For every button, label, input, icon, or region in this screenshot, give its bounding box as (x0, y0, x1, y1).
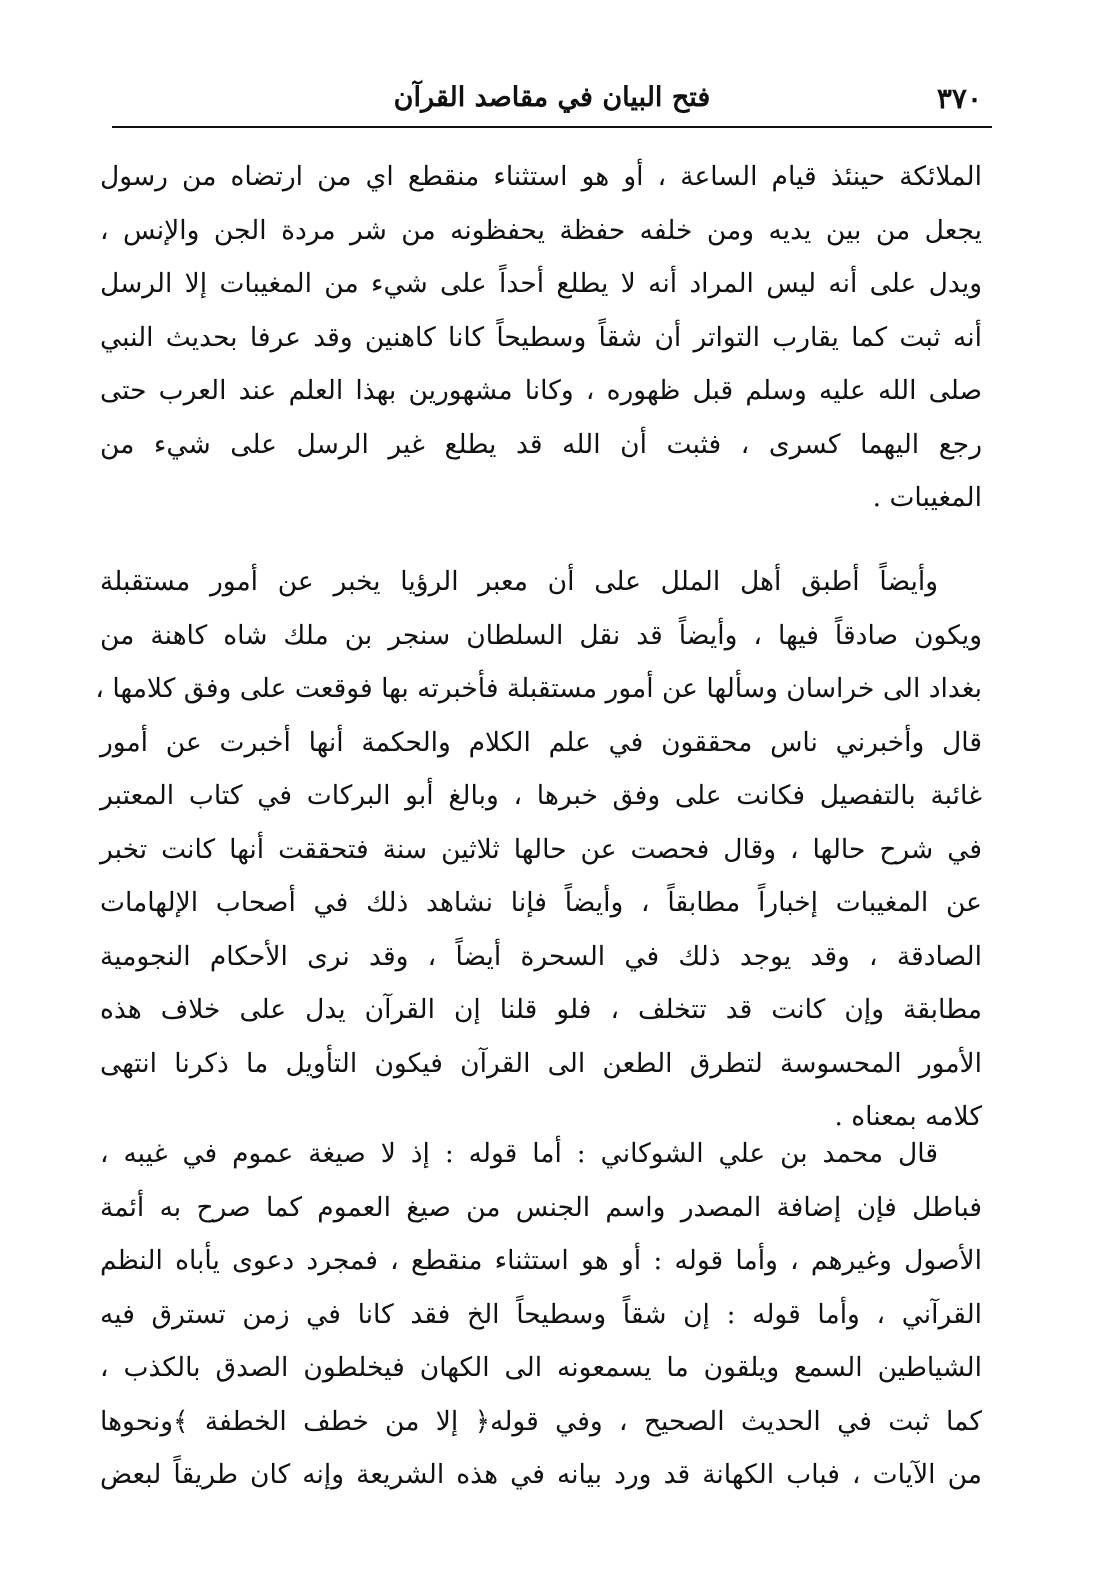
text-line: القرآني ، وأما قوله : إن شقاً وسطيحاً الخ فقد كانا في زمن تسترق فيه (100, 1298, 982, 1330)
paragraph-1 (100, 150, 982, 525)
text-line: مطابقة وإن كانت قد تتخلف ، فلو قلنا إن القرآن يدل على خلاف هذه (100, 994, 982, 1025)
text-line: الشياطين السمع ويلقون ما يسمعونه الى الكهان فيخلطون الصدق بالكذب ، (100, 1352, 982, 1383)
text-line: غائبة بالتفصيل فكانت على وفق خبرها ، وبالغ أبو البركات في كتاب المعتبر (100, 780, 982, 811)
running-title: فتح البيان في مقاصد القرآن (393, 82, 711, 113)
text-line: الأمور المحسوسة لتطرق الطعن الى القرآن فيكون التأويل ما ذكرنا انتهى (100, 1047, 982, 1079)
paragraph-2 (95, 555, 982, 1144)
header-rule (112, 126, 992, 128)
text-line: رجع اليهما كسرى ، فثبت أن الله قد يطلع غير الرسل على شيء من (100, 428, 982, 460)
text-line: من الآيات ، فباب الكهانة قد ورد بيانه في هذه الشريعة وإنه كان طريقاً لبعض (100, 1459, 982, 1490)
text-line: كما ثبت في الحديث الصحيح ، وفي قوله﴿ إلا من خطف الخطفة ﴾ونحوها (100, 1405, 982, 1437)
text-line: الصادقة ، وقد يوجد ذلك في السحرة أيضاً ، وقد نرى الأحكام النجومية (100, 940, 982, 972)
text-line: أنه ثبت كما يقارب التواتر أن شقاً وسطيحاً كانا كاهنين وقد عرفا بحديث النبي (100, 321, 982, 353)
text-line: الملائكة حينئذ قيام الساعة ، أو هو استثناء منقطع اي من ارتضاه من رسول (100, 161, 982, 192)
text-line: صلى الله عليه وسلم قبل ظهوره ، وكانا مشهورين بهذا العلم عند العرب حتى (100, 375, 982, 406)
text-line: فباطل فإن إضافة المصدر واسم الجنس من صيغ العموم كما صرح به أئمة (100, 1191, 982, 1223)
text-line: ويكون صادقاً فيها ، وأيضاً قد نقل السلطان سنجر بن ملك شاه كاهنة من (100, 619, 982, 651)
paragraph-3 (100, 1127, 982, 1502)
text-line: وأيضاً أطبق أهل الملل على أن معبر الرؤيا يخبر عن أمور مستقبلة (100, 566, 938, 597)
text-line: بغداد الى خراسان وسألها عن أمور مستقبلة فأخبرته بها فوقعت على وفق كلامها ، (95, 673, 982, 704)
page-number: ٣٧٠ (936, 82, 982, 115)
text-line: في شرح حالها ، وقال فحصت عن حالها ثلاثين سنة فتحققت أنها كانت تخبر (100, 833, 982, 865)
text-line: قال وأخبرني ناس محققون في علم الكلام والحكمة أنها أخبرت عن أمور (100, 726, 982, 758)
text-line: ويدل على أنه ليس المراد أنه لا يطلع أحداً على شيء من المغيبات إلا الرسل (100, 268, 982, 299)
text-line: كلامه بمعناه . (834, 1101, 982, 1132)
text-line: عن المغيبات إخباراً مطابقاً ، وأيضاً فإنا نشاهد ذلك في أصحاب الإلهامات (100, 887, 982, 918)
page-header (112, 72, 992, 124)
text-line: الأصول وغيرهم ، وأما قوله : أو هو استثناء منقطع ، فمجرد دعوى يأباه النظم (100, 1245, 982, 1276)
text-line: يجعل من بين يديه ومن خلفه حفظة يحفظونه من شر مردة الجن والإنس ، (100, 214, 982, 246)
text-line: قال محمد بن علي الشوكاني : أما قوله : إذ لا صيغة عموم في غيبه ، (100, 1138, 938, 1169)
text-line: المغيبات . (872, 482, 982, 513)
